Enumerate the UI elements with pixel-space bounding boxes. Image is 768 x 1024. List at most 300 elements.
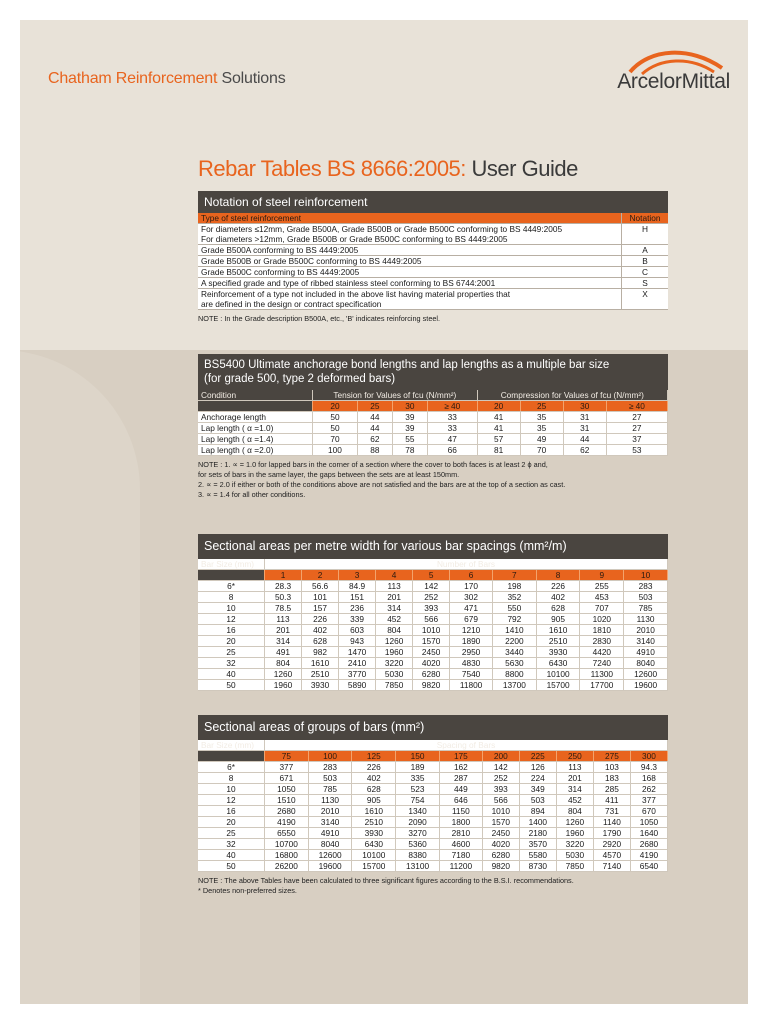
area-value: 1010 <box>413 625 450 636</box>
area-value: 4570 <box>593 850 630 861</box>
condition-label: Lap length ( α =1.4) <box>198 434 313 445</box>
area-value: 377 <box>630 795 667 806</box>
column-index: 4 <box>376 570 413 581</box>
area-value: 189 <box>396 762 440 773</box>
area-value: 4190 <box>630 850 667 861</box>
area-value: 2010 <box>308 806 352 817</box>
multiple-value: 39 <box>392 423 427 434</box>
bar-size: 32 <box>198 658 265 669</box>
area-value: 4910 <box>308 828 352 839</box>
area-value: 142 <box>413 581 450 592</box>
area-value: 3140 <box>308 817 352 828</box>
area-value: 1640 <box>630 828 667 839</box>
area-value: 679 <box>450 614 493 625</box>
area-value: 1340 <box>396 806 440 817</box>
area-value: 170 <box>450 581 493 592</box>
area-value: 157 <box>302 603 339 614</box>
notation-heading: Notation of steel reinforcement <box>198 191 668 213</box>
area-value: 11300 <box>580 669 624 680</box>
table-row <box>198 828 668 839</box>
area-value: 28.3 <box>265 581 302 592</box>
brand-company: Chatham Reinforcement <box>48 70 218 87</box>
bar-size: 16 <box>198 625 265 636</box>
area-value: 1130 <box>624 614 668 625</box>
area-value: 2680 <box>630 839 667 850</box>
area-value: 226 <box>536 581 580 592</box>
column-index: 5 <box>413 570 450 581</box>
area-value: 7850 <box>376 680 413 691</box>
area-value: 402 <box>536 592 580 603</box>
column-index: 150 <box>396 751 440 762</box>
area-value: 393 <box>482 784 519 795</box>
area-value: 103 <box>593 762 630 773</box>
area-value: 1800 <box>439 817 482 828</box>
column-index: 8 <box>536 570 580 581</box>
blank-cell <box>198 570 265 581</box>
area-value: 2450 <box>413 647 450 658</box>
area-value: 7240 <box>580 658 624 669</box>
groups-group-row <box>198 740 668 751</box>
area-value: 1810 <box>580 625 624 636</box>
table-row <box>198 658 668 669</box>
area-value: 5030 <box>556 850 593 861</box>
area-value: 1050 <box>630 817 667 828</box>
area-value: 6430 <box>352 839 396 850</box>
area-value: 2410 <box>339 658 376 669</box>
area-value: 1890 <box>450 636 493 647</box>
area-value: 4600 <box>439 839 482 850</box>
area-value: 4020 <box>413 658 450 669</box>
multiple-value: 27 <box>606 412 667 423</box>
anchorage-row <box>198 434 668 445</box>
column-index: 275 <box>593 751 630 762</box>
fcu-value: 30 <box>563 401 606 412</box>
anchorage-note-line: 2. ∝ = 2.0 if either or both of the conditions above are not satisfied and the bars are at the top of a section as cast. <box>198 480 566 489</box>
multiple-value: 66 <box>427 445 477 456</box>
bar-size: 40 <box>198 850 265 861</box>
table-row <box>198 669 668 680</box>
multiple-value: 55 <box>392 434 427 445</box>
multiple-value: 41 <box>477 423 520 434</box>
anchorage-row <box>198 423 668 434</box>
anchorage-note-line: 3. ∝ = 1.4 for all other conditions. <box>198 490 306 499</box>
notation-row <box>198 299 668 310</box>
area-value: 10700 <box>265 839 309 850</box>
area-value: 2450 <box>482 828 519 839</box>
area-value: 314 <box>556 784 593 795</box>
area-value: 11800 <box>450 680 493 691</box>
page-title <box>198 156 578 182</box>
notation-type: Grade B500C conforming to BS 4449:2005 <box>198 267 622 278</box>
area-value: 183 <box>593 773 630 784</box>
notation-table <box>198 213 668 310</box>
area-value: 5030 <box>376 669 413 680</box>
groups-note-line: * Denotes non-preferred sizes. <box>198 886 297 895</box>
multiple-value: 44 <box>357 423 392 434</box>
groups-section <box>198 715 668 896</box>
table-row <box>198 625 668 636</box>
area-value: 1790 <box>593 828 630 839</box>
area-value: 804 <box>376 625 413 636</box>
area-value: 349 <box>519 784 556 795</box>
brand-name <box>48 70 286 88</box>
multiple-value: 33 <box>427 412 477 423</box>
area-value: 283 <box>308 762 352 773</box>
area-value: 26200 <box>265 861 309 872</box>
per-metre-section <box>198 534 668 691</box>
area-value: 628 <box>352 784 396 795</box>
area-value: 285 <box>593 784 630 795</box>
area-value: 168 <box>630 773 667 784</box>
area-value: 3930 <box>536 647 580 658</box>
anchorage-note-line: NOTE : 1. ∝ = 1.0 for lapped bars in the corner of a section where the cover to both faces is at least 2 ϕ and, <box>198 460 548 469</box>
table-row <box>198 806 668 817</box>
area-value: 8040 <box>624 658 668 669</box>
multiple-value: 100 <box>313 445 358 456</box>
area-value: 2010 <box>624 625 668 636</box>
area-value: 804 <box>556 806 593 817</box>
area-value: 943 <box>339 636 376 647</box>
column-index: 225 <box>519 751 556 762</box>
area-value: 8800 <box>493 669 537 680</box>
area-value: 453 <box>580 592 624 603</box>
area-value: 1400 <box>519 817 556 828</box>
area-value: 1610 <box>352 806 396 817</box>
multiple-value: 62 <box>357 434 392 445</box>
fcu-value: 25 <box>520 401 563 412</box>
area-value: 252 <box>413 592 450 603</box>
anchorage-group-row <box>198 390 668 401</box>
notation-type: Grade B500B or Grade B500C conforming to BS 4449:2005 <box>198 256 622 267</box>
table-row <box>198 592 668 603</box>
column-index: 10 <box>624 570 668 581</box>
area-value: 255 <box>580 581 624 592</box>
area-value: 503 <box>308 773 352 784</box>
area-value: 550 <box>493 603 537 614</box>
area-value: 252 <box>482 773 519 784</box>
area-value: 12600 <box>624 669 668 680</box>
anchorage-notes <box>198 460 668 500</box>
area-value: 8380 <box>396 850 440 861</box>
notation-code: S <box>622 278 669 289</box>
area-value: 151 <box>339 592 376 603</box>
area-value: 377 <box>265 762 309 773</box>
area-value: 113 <box>556 762 593 773</box>
multiple-value: 39 <box>392 412 427 423</box>
area-value: 101 <box>302 592 339 603</box>
notation-row <box>198 256 668 267</box>
table-row <box>198 636 668 647</box>
brand-suffix: Solutions <box>221 70 286 87</box>
area-value: 1470 <box>339 647 376 658</box>
area-value: 9820 <box>413 680 450 691</box>
per_metre-index-row <box>198 570 668 581</box>
column-index: 175 <box>439 751 482 762</box>
anchorage-row <box>198 445 668 456</box>
notation-row <box>198 267 668 278</box>
table-row <box>198 861 668 872</box>
table-row <box>198 817 668 828</box>
area-value: 226 <box>352 762 396 773</box>
area-value: 4020 <box>482 839 519 850</box>
column-index: 7 <box>493 570 537 581</box>
anchorage-heading-line1: BS5400 Ultimate anchorage bond lengths and lap lengths as a multiple bar size <box>204 359 610 371</box>
per-metre-heading: Sectional areas per metre width for various bar spacings (mm²/m) <box>198 534 668 559</box>
area-value: 402 <box>352 773 396 784</box>
title-rest: User Guide <box>471 156 578 181</box>
area-value: 15700 <box>352 861 396 872</box>
page <box>20 20 748 1004</box>
area-value: 3220 <box>556 839 593 850</box>
area-value: 1260 <box>265 669 302 680</box>
table-row <box>198 647 668 658</box>
area-value: 1140 <box>593 817 630 828</box>
col-bar-size: Bar Size (mm) <box>198 559 265 570</box>
multiple-value: 49 <box>520 434 563 445</box>
area-value: 16800 <box>265 850 309 861</box>
notation-type: are defined in the design or contract specification <box>198 299 622 310</box>
area-value: 19600 <box>624 680 668 691</box>
blank-cell <box>198 401 313 412</box>
area-value: 4190 <box>265 817 309 828</box>
area-value: 126 <box>519 762 556 773</box>
area-value: 339 <box>339 614 376 625</box>
bar-size: 10 <box>198 784 265 795</box>
area-value: 452 <box>556 795 593 806</box>
table-row <box>198 614 668 625</box>
area-value: 302 <box>450 592 493 603</box>
area-value: 785 <box>308 784 352 795</box>
area-value: 1960 <box>556 828 593 839</box>
multiple-value: 44 <box>357 412 392 423</box>
anchorage-section <box>198 354 668 500</box>
multiple-value: 53 <box>606 445 667 456</box>
area-value: 201 <box>556 773 593 784</box>
area-value: 9820 <box>482 861 519 872</box>
notation-note: NOTE : In the Grade description B500A, etc., 'B' indicates reinforcing steel. <box>198 314 441 323</box>
area-value: 3140 <box>624 636 668 647</box>
area-value: 628 <box>302 636 339 647</box>
area-value: 707 <box>580 603 624 614</box>
notation-type: A specified grade and type of ribbed stainless steel conforming to BS 6744:2001 <box>198 278 622 289</box>
multiple-value: 37 <box>606 434 667 445</box>
area-value: 905 <box>352 795 396 806</box>
area-value: 2680 <box>265 806 309 817</box>
area-value: 4420 <box>580 647 624 658</box>
col-tension: Tension for Values of fcu (N/mm²) <box>313 390 478 401</box>
table-row <box>198 581 668 592</box>
area-value: 3930 <box>302 680 339 691</box>
area-value: 2180 <box>519 828 556 839</box>
column-index: 3 <box>339 570 376 581</box>
area-value: 11200 <box>439 861 482 872</box>
bar-size: 25 <box>198 828 265 839</box>
multiple-value: 41 <box>477 412 520 423</box>
area-value: 262 <box>630 784 667 795</box>
area-value: 4830 <box>450 658 493 669</box>
area-value: 2510 <box>536 636 580 647</box>
area-value: 6550 <box>265 828 309 839</box>
area-value: 1260 <box>376 636 413 647</box>
area-value: 1010 <box>482 806 519 817</box>
column-index: 125 <box>352 751 396 762</box>
title-main: Rebar Tables BS 8666:2005: <box>198 156 466 181</box>
area-value: 236 <box>339 603 376 614</box>
fcu-value: 25 <box>357 401 392 412</box>
multiple-value: 88 <box>357 445 392 456</box>
area-value: 2950 <box>450 647 493 658</box>
area-value: 10100 <box>352 850 396 861</box>
multiple-value: 27 <box>606 423 667 434</box>
area-value: 670 <box>630 806 667 817</box>
multiple-value: 50 <box>313 423 358 434</box>
bar-size: 32 <box>198 839 265 850</box>
fcu-value: 20 <box>477 401 520 412</box>
area-value: 2920 <box>593 839 630 850</box>
area-value: 2200 <box>493 636 537 647</box>
table-row <box>198 762 668 773</box>
area-value: 411 <box>593 795 630 806</box>
anchorage-values-row <box>198 401 668 412</box>
area-value: 3440 <box>493 647 537 658</box>
notation-code: B <box>622 256 669 267</box>
table-row <box>198 839 668 850</box>
area-value: 3570 <box>519 839 556 850</box>
area-value: 3220 <box>376 658 413 669</box>
area-value: 1260 <box>556 817 593 828</box>
notation-type: Grade B500A conforming to BS 4449:2005 <box>198 245 622 256</box>
col-bar-size: Bar Size (mm) <box>198 740 265 751</box>
area-value: 2090 <box>396 817 440 828</box>
area-value: 15700 <box>536 680 580 691</box>
col-compression: Compression for Values of fcu (N/mm²) <box>477 390 667 401</box>
groups-table <box>198 740 668 872</box>
column-index: 200 <box>482 751 519 762</box>
per-metre-table <box>198 559 668 691</box>
groups-notes <box>198 876 668 896</box>
area-value: 2510 <box>302 669 339 680</box>
area-value: 113 <box>376 581 413 592</box>
area-value: 2830 <box>580 636 624 647</box>
area-value: 905 <box>536 614 580 625</box>
bar-size: 20 <box>198 817 265 828</box>
notation-row <box>198 224 668 235</box>
area-value: 224 <box>519 773 556 784</box>
anchorage-note-line: for sets of bars in the same layer, the gaps between the sets are at least 150mm. <box>198 470 460 479</box>
multiple-value: 57 <box>477 434 520 445</box>
notation-section <box>198 191 668 324</box>
area-value: 6430 <box>536 658 580 669</box>
table-row <box>198 603 668 614</box>
blank-cell <box>198 751 265 762</box>
col-type: Type of steel reinforcement <box>198 213 622 224</box>
area-value: 1150 <box>439 806 482 817</box>
area-value: 491 <box>265 647 302 658</box>
area-value: 5360 <box>396 839 440 850</box>
groups-note-line: NOTE : The above Tables have been calculated to three significant figures according to the B.S.I. recommendations. <box>198 876 574 885</box>
column-index: 1 <box>265 570 302 581</box>
multiple-value: 44 <box>563 434 606 445</box>
col-spacing-of-bars: Spacing of Bars <box>265 740 668 751</box>
column-index: 6 <box>450 570 493 581</box>
area-value: 785 <box>624 603 668 614</box>
bar-size: 25 <box>198 647 265 658</box>
anchorage-row <box>198 412 668 423</box>
anchorage-table <box>198 390 668 456</box>
area-value: 566 <box>482 795 519 806</box>
multiple-value: 33 <box>427 423 477 434</box>
area-value: 94.3 <box>630 762 667 773</box>
notation-type: Reinforcement of a type not included in the above list having material properties that <box>201 289 511 299</box>
multiple-value: 81 <box>477 445 520 456</box>
area-value: 12600 <box>308 850 352 861</box>
area-value: 5580 <box>519 850 556 861</box>
multiple-value: 31 <box>563 412 606 423</box>
fcu-value: 20 <box>313 401 358 412</box>
area-value: 1570 <box>413 636 450 647</box>
area-value: 3930 <box>352 828 396 839</box>
area-value: 1410 <box>493 625 537 636</box>
bar-size: 16 <box>198 806 265 817</box>
area-value: 7140 <box>593 861 630 872</box>
notation-code: C <box>622 267 669 278</box>
area-value: 7180 <box>439 850 482 861</box>
area-value: 1510 <box>265 795 309 806</box>
area-value: 449 <box>439 784 482 795</box>
area-value: 19600 <box>308 861 352 872</box>
area-value: 6280 <box>482 850 519 861</box>
area-value: 523 <box>396 784 440 795</box>
area-value: 142 <box>482 762 519 773</box>
area-value: 84.9 <box>339 581 376 592</box>
condition-label: Anchorage length <box>198 412 313 423</box>
table-row <box>198 784 668 795</box>
area-value: 8730 <box>519 861 556 872</box>
notation-header-row <box>198 213 668 224</box>
notation-row <box>198 245 668 256</box>
multiple-value: 50 <box>313 412 358 423</box>
area-value: 471 <box>450 603 493 614</box>
area-value: 113 <box>265 614 302 625</box>
anchorage-heading <box>198 354 668 390</box>
background-curve <box>20 350 140 1004</box>
area-value: 50.3 <box>265 592 302 603</box>
area-value: 17700 <box>580 680 624 691</box>
area-value: 452 <box>376 614 413 625</box>
area-value: 503 <box>519 795 556 806</box>
area-value: 283 <box>624 581 668 592</box>
area-value: 671 <box>265 773 309 784</box>
groups-index-row <box>198 751 668 762</box>
area-value: 13100 <box>396 861 440 872</box>
column-index: 9 <box>580 570 624 581</box>
area-value: 1610 <box>536 625 580 636</box>
notation-code: A <box>622 245 669 256</box>
notation-row <box>198 289 668 300</box>
multiple-value: 31 <box>563 423 606 434</box>
area-value: 56.6 <box>302 581 339 592</box>
per-metre-group-row <box>198 559 668 570</box>
notation-code: X <box>622 289 669 300</box>
col-notation: Notation <box>622 213 669 224</box>
area-value: 7850 <box>556 861 593 872</box>
area-value: 201 <box>376 592 413 603</box>
fcu-value: 30 <box>392 401 427 412</box>
area-value: 754 <box>396 795 440 806</box>
area-value: 792 <box>493 614 537 625</box>
multiple-value: 70 <box>520 445 563 456</box>
groups-heading: Sectional areas of groups of bars (mm²) <box>198 715 668 740</box>
